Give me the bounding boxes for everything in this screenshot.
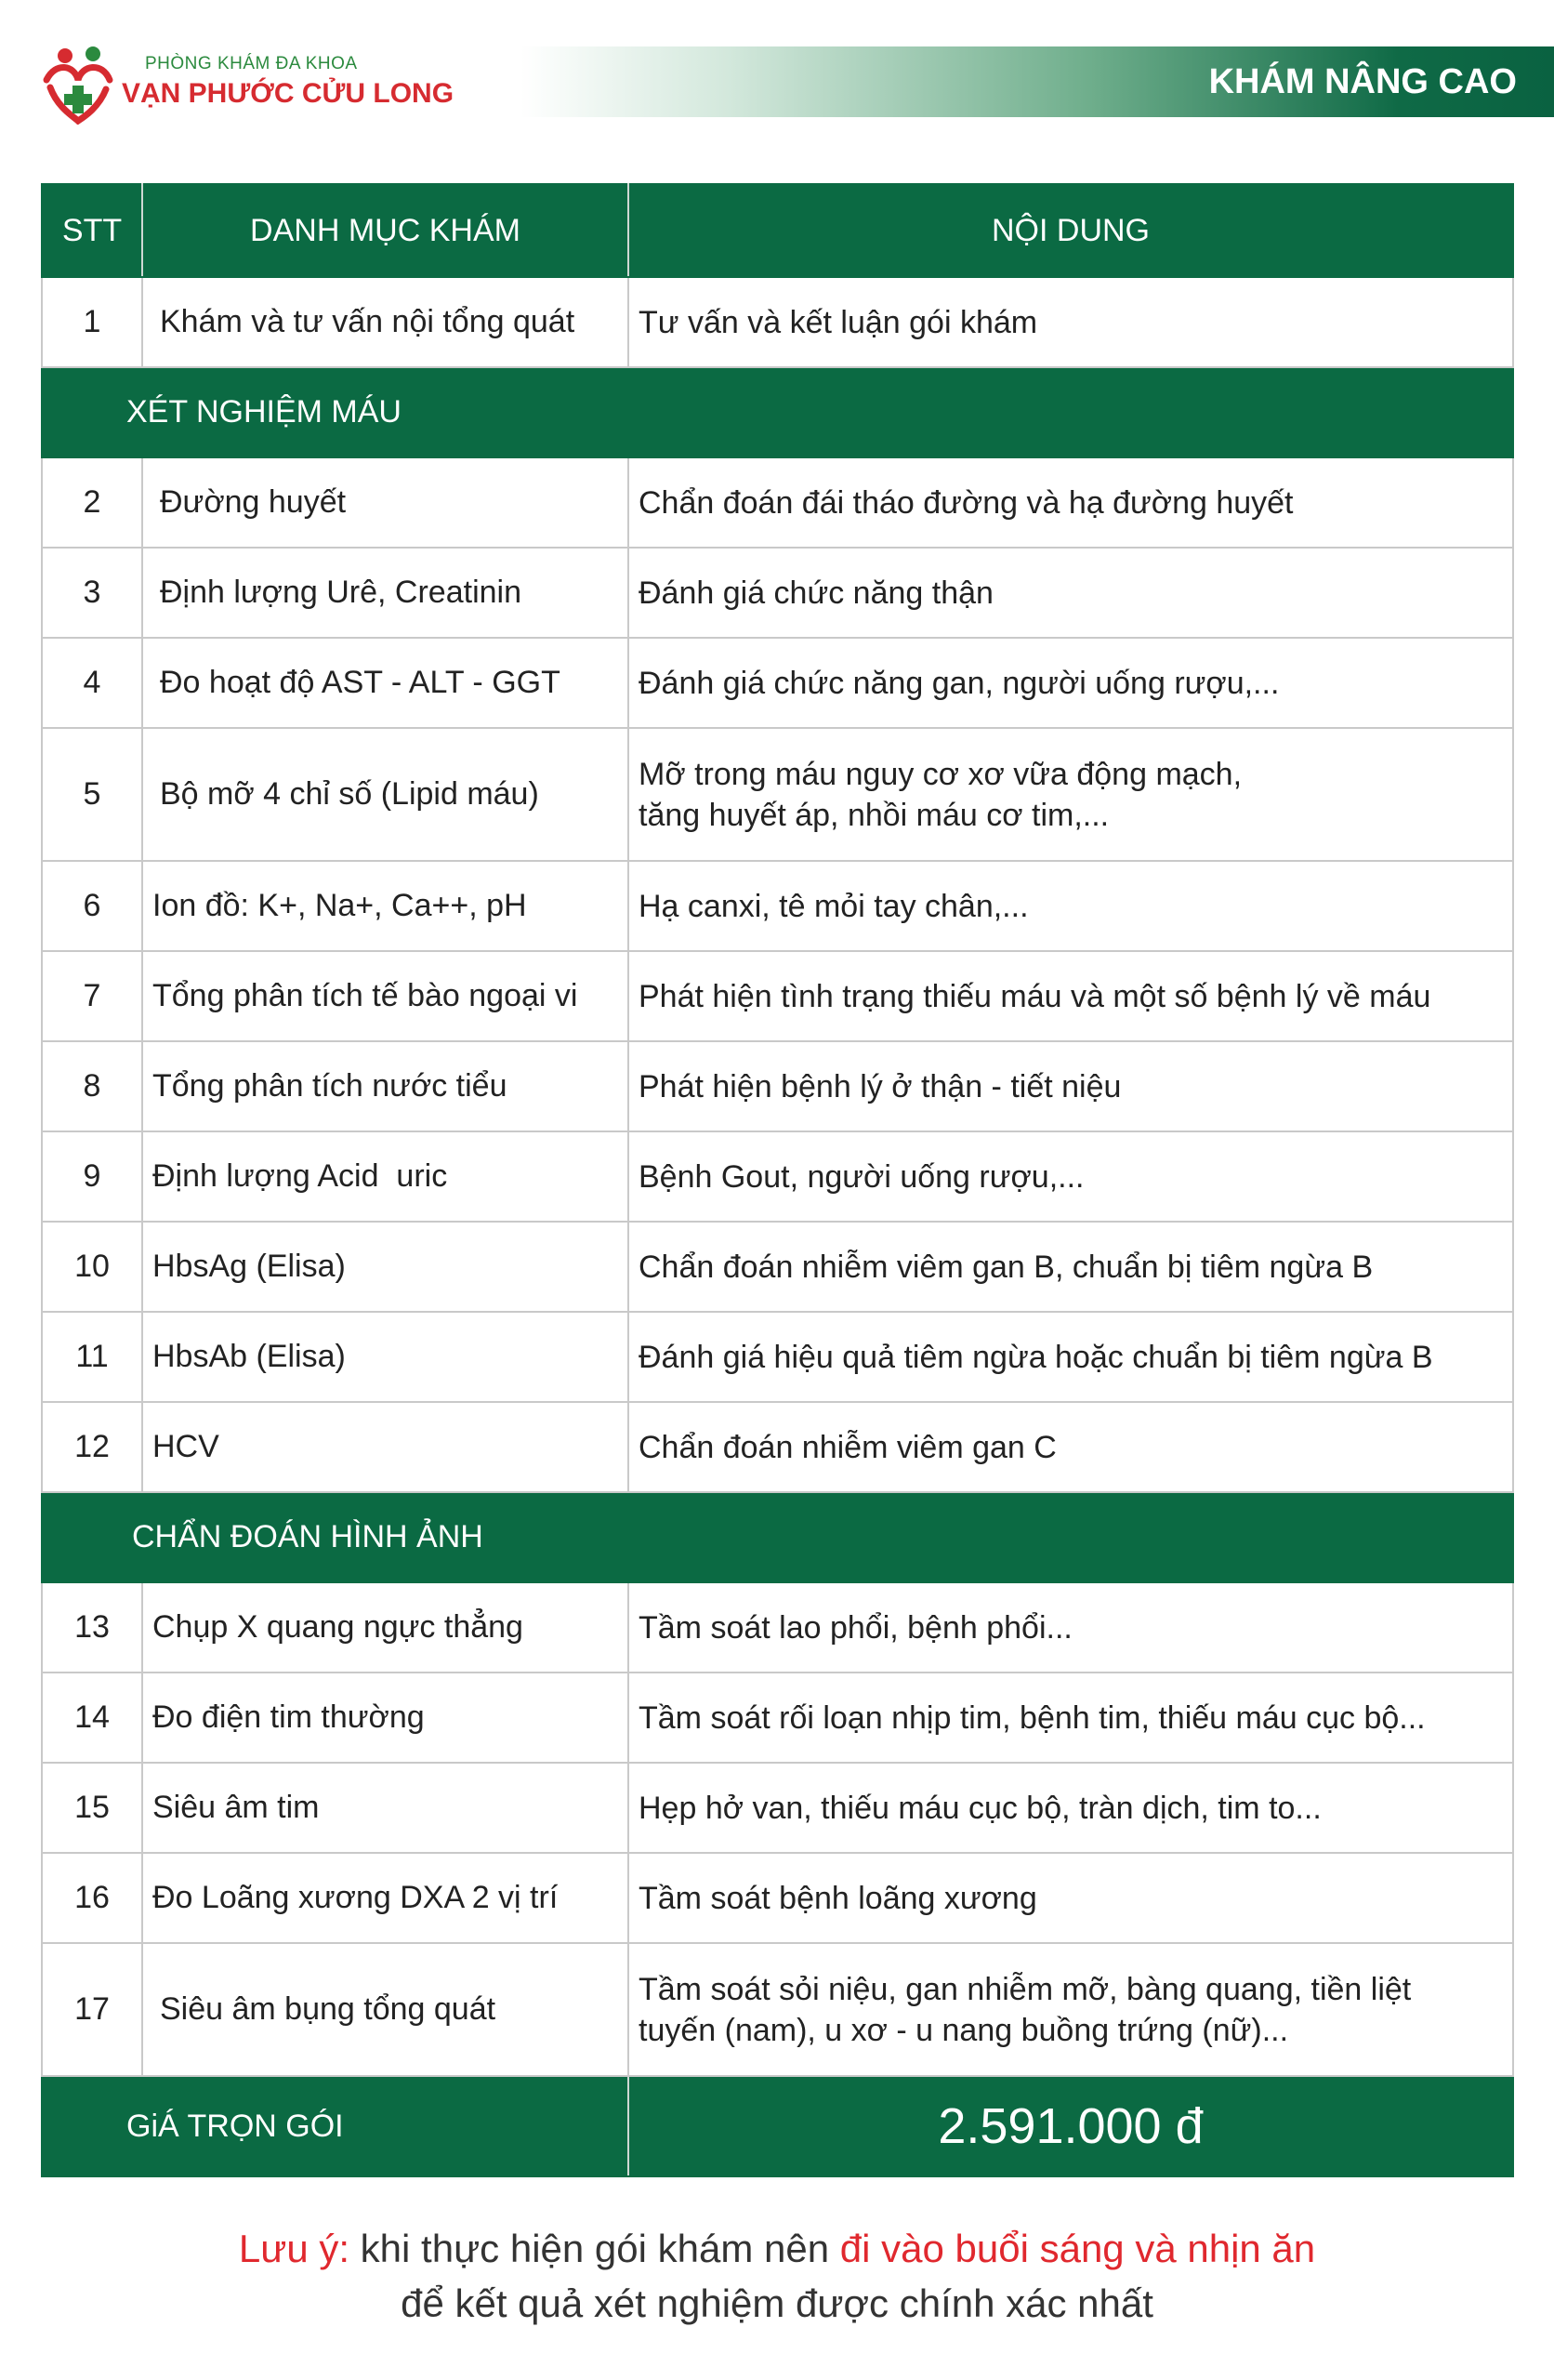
row-content: Hạ canxi, tê mỏi tay chân,... [628,861,1513,951]
row-content-line: tăng huyết áp, nhồi máu cơ tim,... [639,797,1110,833]
row-content: Bệnh Gout, người uống rượu,... [628,1131,1513,1222]
table-row [42,1763,1513,1853]
section-header-blood [42,367,1513,457]
row-number: 11 [42,1312,142,1402]
row-content: Đánh giá chức năng thận [628,548,1513,638]
row-number: 1 [42,277,142,367]
table-row [42,1943,1513,2076]
header [0,0,1554,149]
table-row [42,277,1513,367]
table-row [42,1673,1513,1763]
row-content: Chẩn đoán nhiễm viêm gan C [628,1402,1513,1492]
table-row [42,1222,1513,1312]
header-content: NỘI DUNG [628,184,1513,277]
note-text: khi thực hiện gói khám nên [349,2227,840,2270]
table-row [42,1402,1513,1492]
row-content: Chẩn đoán đái tháo đường và hạ đường huyết [628,457,1513,548]
row-category: Bộ mỡ 4 chỉ số (Lipid máu) [142,728,628,861]
row-number: 12 [42,1402,142,1492]
table-row [42,951,1513,1041]
row-category: Tổng phân tích tế bào ngoại vi [142,951,628,1041]
header-category: DANH MỤC KHÁM [142,184,628,277]
price-value: 2.591.000 đ [628,2076,1513,2176]
table-row [42,638,1513,728]
section-header-imaging [42,1492,1513,1582]
logo-title: VẠN PHƯỚC CỬU LONG [122,78,454,109]
row-content: Phát hiện tình trạng thiếu máu và một số bệnh lý về máu [628,951,1513,1041]
row-number: 6 [42,861,142,951]
note-line-1 [0,2227,1554,2271]
row-number: 4 [42,638,142,728]
row-content [628,1943,1513,2076]
row-content: Đánh giá chức năng gan, người uống rượu,... [628,638,1513,728]
row-number: 16 [42,1853,142,1943]
row-content-line: Mỡ trong máu nguy cơ xơ vữa động mạch, [639,756,1243,792]
row-category: Ion đồ: K+, Na+, Ca++, pH [142,861,628,951]
row-content-line: tuyến (nam), u xơ - u nang buồng trứng (nữ)... [639,2012,1289,2048]
table-row [42,1041,1513,1131]
note-label: Lưu ý: [238,2227,350,2270]
row-number: 10 [42,1222,142,1312]
table-row [42,457,1513,548]
row-number: 17 [42,1943,142,2076]
row-number: 7 [42,951,142,1041]
row-content: Hẹp hở van, thiếu máu cục bộ, tràn dịch, tim to... [628,1763,1513,1853]
section-title: CHẨN ĐOÁN HÌNH ẢNH [42,1492,1513,1582]
row-content: Tầm soát rối loạn nhịp tim, bệnh tim, thiếu máu cục bộ... [628,1673,1513,1763]
row-number: 3 [42,548,142,638]
logo-subtitle: PHÒNG KHÁM ĐA KHOA [145,54,358,73]
row-category: Đường huyết [142,457,628,548]
table-header-row [42,184,1513,277]
row-number: 2 [42,457,142,548]
row-number: 15 [42,1763,142,1853]
row-category: Khám và tư vấn nội tổng quát [142,277,628,367]
clinic-logo [37,37,454,130]
price-label: GiÁ TRỌN GÓI [42,2076,628,2176]
table-row [42,1131,1513,1222]
row-content: Tầm soát lao phổi, bệnh phổi... [628,1582,1513,1673]
row-category: HbsAb (Elisa) [142,1312,628,1402]
clinic-logo-icon [37,43,119,125]
row-content: Chẩn đoán nhiễm viêm gan B, chuẩn bị tiêm ngừa B [628,1222,1513,1312]
row-category: Siêu âm tim [142,1763,628,1853]
exam-package-table [41,183,1514,2177]
header-stt: STT [42,184,142,277]
table-row [42,728,1513,861]
row-category: Định lượng Acid uric [142,1131,628,1222]
row-number: 5 [42,728,142,861]
note-highlight: đi vào buổi sáng và nhịn ăn [839,2227,1316,2270]
row-number: 9 [42,1131,142,1222]
row-category: Chụp X quang ngực thẳng [142,1582,628,1673]
row-content: Tư vấn và kết luận gói khám [628,277,1513,367]
header-banner [520,46,1554,117]
row-content: Tầm soát bệnh loãng xương [628,1853,1513,1943]
table-row [42,1853,1513,1943]
table-row [42,1582,1513,1673]
row-category: HCV [142,1402,628,1492]
row-category: Đo điện tim thường [142,1673,628,1763]
price-row [42,2076,1513,2176]
row-category: Siêu âm bụng tổng quát [142,1943,628,2076]
row-category: Định lượng Urê, Creatinin [142,548,628,638]
row-category: HbsAg (Elisa) [142,1222,628,1312]
row-category: Đo hoạt độ AST - ALT - GGT [142,638,628,728]
row-category: Tổng phân tích nước tiểu [142,1041,628,1131]
row-number: 14 [42,1673,142,1763]
row-number: 8 [42,1041,142,1131]
row-content-line: Tầm soát sỏi niệu, gan nhiễm mỡ, bàng quang, tiền liệt [639,1971,1412,2007]
note-line-2: để kết quả xét nghiệm được chính xác nhất [401,2281,1153,2325]
row-content: Đánh giá hiệu quả tiêm ngừa hoặc chuẩn bị tiêm ngừa B [628,1312,1513,1402]
table-row [42,861,1513,951]
section-title: XÉT NGHIỆM MÁU [42,367,1513,457]
row-content: Phát hiện bệnh lý ở thận - tiết niệu [628,1041,1513,1131]
row-number: 13 [42,1582,142,1673]
table-row [42,1312,1513,1402]
row-category: Đo Loãng xương DXA 2 vị trí [142,1853,628,1943]
row-content [628,728,1513,861]
table-row [42,548,1513,638]
banner-title: KHÁM NÂNG CAO [1208,62,1517,101]
